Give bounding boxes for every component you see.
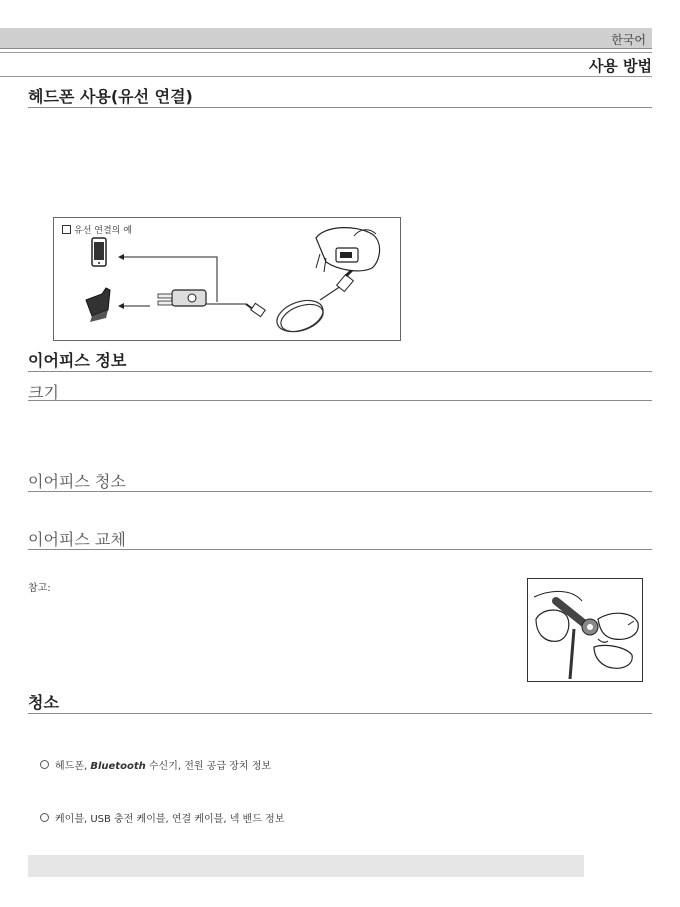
heading-earpiece-info: 이어피스 정보 xyxy=(28,351,127,370)
note-label: 참고: xyxy=(28,583,51,594)
heading-earpiece-replacement: 이어피스 교체 xyxy=(28,530,126,549)
heading-earpiece-cleaning: 이어피스 청소 xyxy=(28,472,126,491)
list-item xyxy=(40,757,271,772)
divider xyxy=(28,491,652,492)
divider xyxy=(28,400,652,401)
page-title-bar xyxy=(0,52,652,77)
arrow-to-armrest-icon xyxy=(118,303,150,309)
divider xyxy=(28,713,652,714)
footer-bar xyxy=(28,855,584,877)
divider xyxy=(28,549,652,550)
circle-bullet-icon xyxy=(40,760,49,769)
cable-icon xyxy=(246,274,353,337)
heading-size: 크기 xyxy=(28,383,59,402)
earpiece-replacement-illustration xyxy=(527,578,643,682)
divider xyxy=(28,107,652,108)
page-title: 사용 방법 xyxy=(588,57,652,75)
list-item-text: 케이블, USB 충전 케이블, 연결 케이블, 넥 밴드 정보 xyxy=(55,814,285,825)
smartphone-icon xyxy=(92,238,106,266)
connection-illustration xyxy=(54,218,400,340)
list-item-text: 헤드폰, Bluetooth 수신기, 전원 공급 장치 정보 xyxy=(55,761,272,772)
hand-earpiece-icon xyxy=(528,579,642,681)
wired-connection-figure xyxy=(53,217,401,341)
armrest-jack-icon xyxy=(86,288,110,322)
language-bar xyxy=(0,28,652,49)
figure-caption-text: 유선 연결의 예 xyxy=(74,226,132,236)
divider xyxy=(28,371,652,372)
airline-adapter-icon xyxy=(158,290,206,306)
circle-bullet-icon xyxy=(40,813,49,822)
language-label: 한국어 xyxy=(611,33,646,47)
heading-cleaning: 청소 xyxy=(28,693,59,712)
list-item xyxy=(40,810,284,825)
heading-wired-connection: 헤드폰 사용(유선 연결) xyxy=(28,87,193,106)
receiver-hand-icon xyxy=(316,228,380,272)
